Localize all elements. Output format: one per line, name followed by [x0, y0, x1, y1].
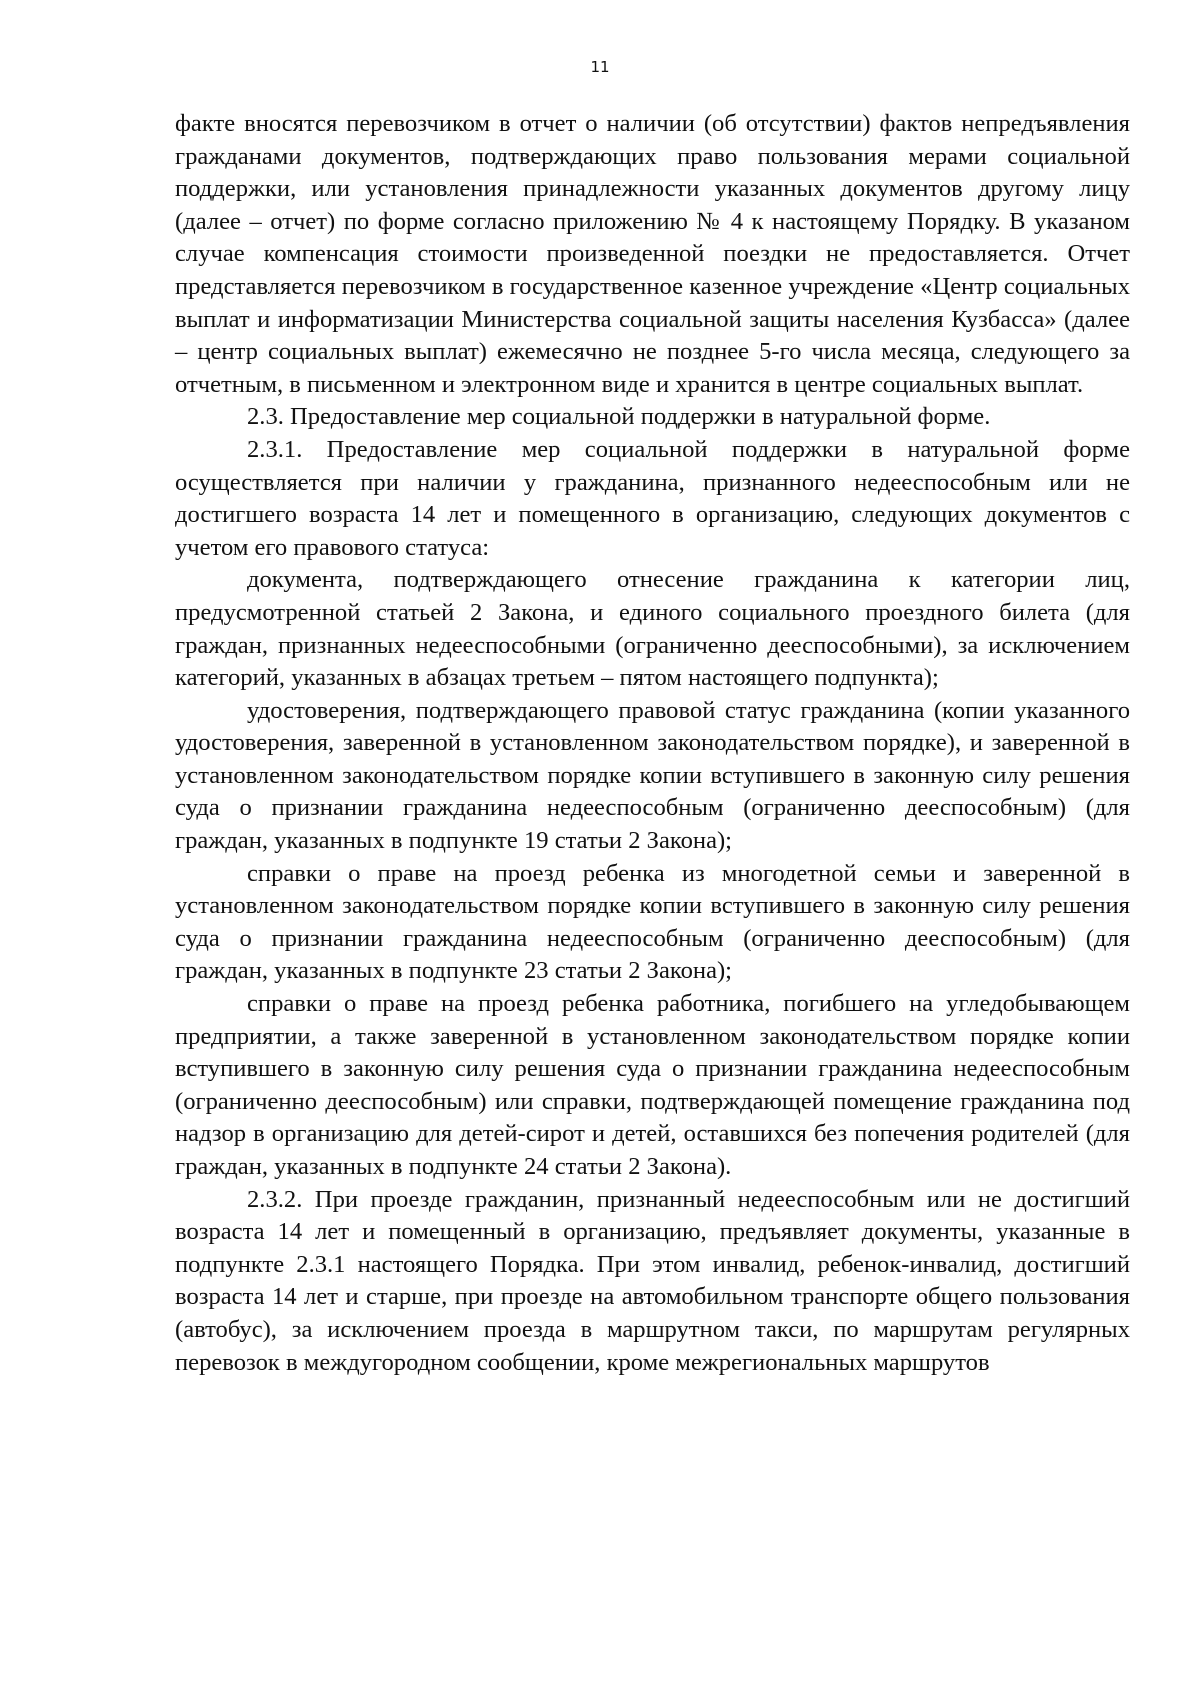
paragraph-certificate-status: удостоверения, подтверждающего правовой статус гражданина (копии указанного удостоверения, заверенной в установленном законодательством порядке), и заверенной в установленном законодательством порядке копии вступившего в законную силу решения суда о признании гражданина недееспособным (ограниченно дееспособным) (для граждан, указанных в подпункте 19 статьи 2 Закона);: [175, 696, 1130, 855]
paragraph-large-family: справки о праве на проезд ребенка из многодетной семьи и заверенной в установленном законодательством порядке копии вступившего в законную силу решения суда о признании гражданина недееспособным (ограниченно дееспособным) (для граждан, указанных в подпункте 23 статьи 2 Закона);: [175, 859, 1130, 985]
paragraph-continuation: факте вносятся перевозчиком в отчет о наличии (об отсутствии) фактов непредъявления гражданами документов, подтверждающих право пользования мерами социальной поддержки, или установления принадлежности указанных документов другому лицу (далее – отчет) по форме согласно приложению № 4 к настоящему Порядку. В указаном случае компенсация стоимости произведенной поездки не предоставляется. Отчет представляется перевозчиком в государственное казенное учреждение «Центр социальных выплат и информатизации Министерства социальной защиты населения Кузбасса» (далее – центр социальных выплат) ежемесячно не позднее 5-го числа месяца, следующего за отчетным, в письменном и электронном виде и хранится в центре социальных выплат.: [175, 110, 1130, 398]
paragraph-section-2-3-2: 2.3.2. При проезде гражданин, признанный недееспособным или не достигший возраста 14 лет и помещенный в организацию, предъявляет документы, указанные в подпункте 2.3.1 настоящего Порядка. При этом инвалид, ребенок-инвалид, достигший возраста 14 лет и старше, при проезде на автомобильном транспорте общего пользования (автобус), за исключением проезда в маршрутном такси, по маршрутам регулярных перевозок в междугородном сообщении, кроме межрегиональных маршрутов: [175, 1185, 1130, 1376]
paragraph-section-2-3-1: 2.3.1. Предоставление мер социальной поддержки в натуральной форме осуществляется при наличии у гражданина, признанного недееспособным или не достигшего возраста 14 лет и помещенного в организацию, следующих документов с учетом его правового статуса:: [175, 435, 1130, 561]
document-body: [175, 108, 1130, 1379]
paragraph-mining-worker-child: справки о праве на проезд ребенка работника, погибшего на угледобывающем предприятии, а также заверенной в установленном законодательством порядке копии вступившего в законную силу решения суда о признании гражданина недееспособным (ограниченно дееспособным) или справки, подтверждающей помещение гражданина под надзор в организацию для детей-сирот и детей, оставшихся без попечения родителей (для граждан, указанных в подпункте 24 статьи 2 Закона).: [175, 990, 1130, 1180]
paragraph-section-2-3: 2.3. Предоставление мер социальной поддержки в натуральной форме.: [247, 403, 991, 431]
paragraph-document-category: документа, подтверждающего отнесение гражданина к категории лиц, предусмотренной статьей 2 Закона, и единого социального проездного билета (для граждан, признанных недееспособными (ограниченно дееспособными), за исключением категорий, указанных в абзацах третьем – пятом настоящего подпункта);: [175, 566, 1130, 692]
page-number: 11: [590, 58, 610, 76]
